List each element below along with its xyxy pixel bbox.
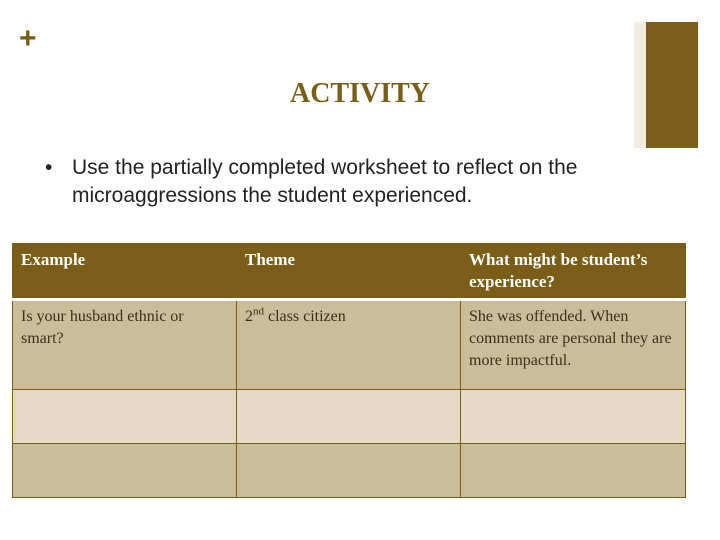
- table-row: [13, 444, 686, 498]
- cell-theme[interactable]: [237, 390, 461, 444]
- bullet-list: [45, 154, 685, 210]
- bullet-text: Use the partially completed worksheet to reflect on the microaggressions the student experienced.: [72, 156, 578, 207]
- plus-icon: +: [19, 22, 37, 55]
- cell-theme[interactable]: [237, 444, 461, 498]
- cell-experience[interactable]: She was offended. When comments are personal they are more impactful.: [461, 300, 686, 390]
- cell-example[interactable]: Is your husband ethnic or smart?: [13, 300, 237, 390]
- theme-ordinal: 2: [245, 308, 253, 325]
- cell-experience[interactable]: [461, 444, 686, 498]
- worksheet-table: [12, 243, 686, 498]
- theme-ordinal-suffix: nd: [253, 305, 264, 318]
- header-example: Example: [13, 244, 237, 300]
- slide-title: ACTIVITY: [289, 78, 431, 109]
- table-row: [13, 300, 686, 390]
- cell-theme[interactable]: [237, 300, 461, 390]
- header-theme: Theme: [237, 244, 461, 300]
- table-row: [13, 390, 686, 444]
- bullet-item: [45, 154, 685, 210]
- cell-example[interactable]: [13, 444, 237, 498]
- cell-experience[interactable]: [461, 390, 686, 444]
- header-experience: What might be student’s experience?: [461, 244, 686, 300]
- theme-text: class citizen: [264, 308, 346, 325]
- table-header-row: [13, 244, 686, 300]
- bullet-dot-icon: •: [45, 156, 53, 179]
- cell-example[interactable]: [13, 390, 237, 444]
